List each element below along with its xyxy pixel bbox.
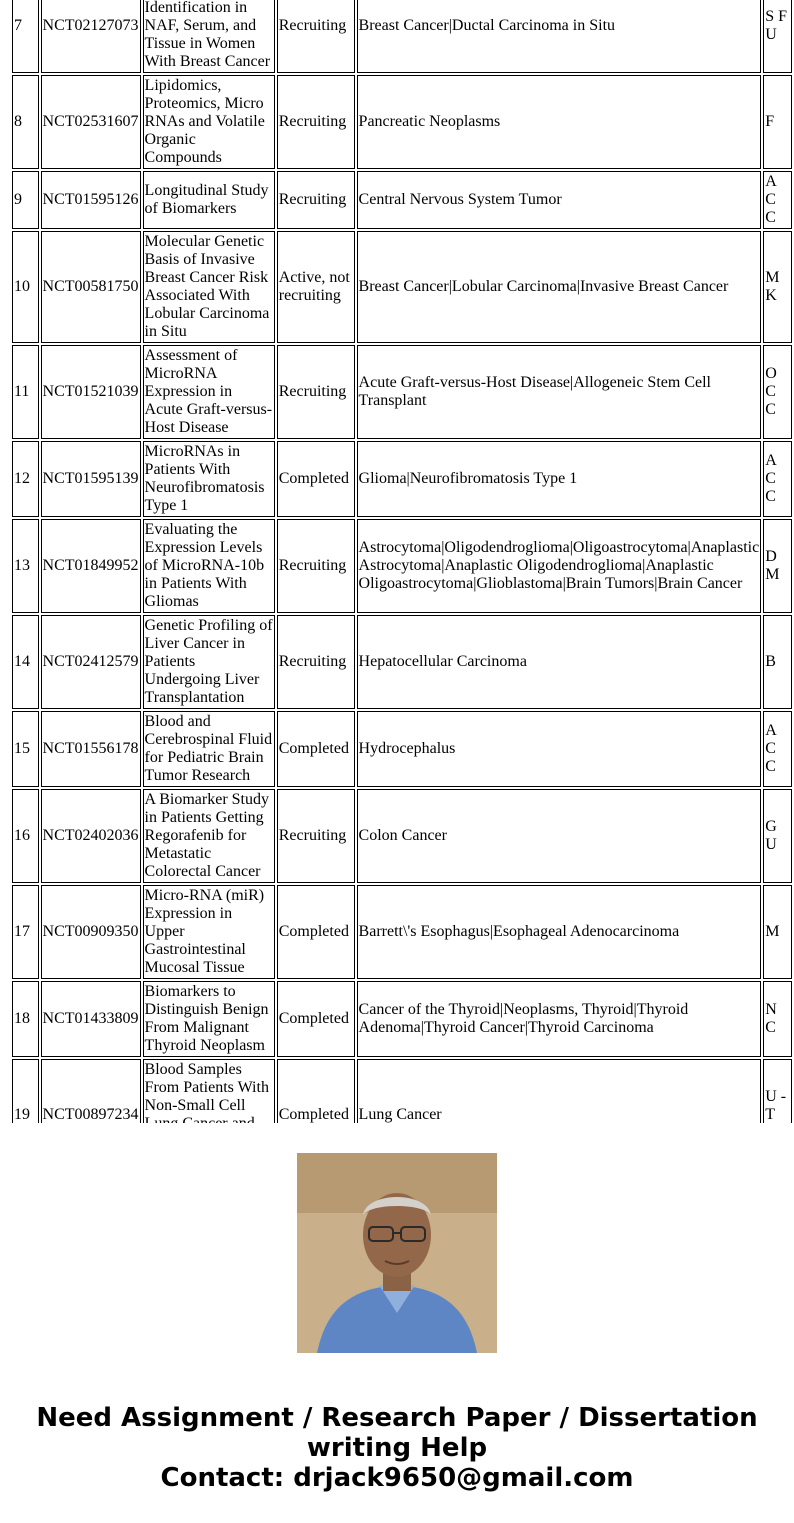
row-number-cell: 14 xyxy=(12,615,39,709)
table-row xyxy=(12,171,792,229)
row-number-cell: 10 xyxy=(12,231,39,343)
recruitment-status-cell: Recruiting xyxy=(277,171,355,229)
trials-table xyxy=(10,0,794,1269)
study-title-cell: MicroRNAs in Patients With Neurofibromatosis Type 1 xyxy=(143,441,275,517)
nct-id-cell: NCT01595139 xyxy=(41,441,141,517)
truncated-column-cell: S F U xyxy=(763,0,792,73)
truncated-column-cell: O C C xyxy=(763,345,792,439)
promo-line-2: writing Help xyxy=(306,1433,488,1463)
study-title-cell: Evaluating the Expression Levels of MicroRNA-10b in Patients With Gliomas xyxy=(143,519,275,613)
conditions-cell: Lung Cancer xyxy=(357,1059,762,1171)
promo-footer xyxy=(0,1123,794,1523)
conditions-cell: Central Nervous System Tumor xyxy=(357,171,762,229)
truncated-column-cell: A C C xyxy=(763,171,792,229)
truncated-column-cell: U - T xyxy=(763,1059,792,1171)
study-title-cell: Biomarkers to Distinguish Benign From Malignant Thyroid Neoplasm xyxy=(143,981,275,1057)
truncated-column-cell: M xyxy=(763,885,792,979)
truncated-column-cell: D M xyxy=(763,519,792,613)
table-row xyxy=(12,441,792,517)
conditions-cell: Breast Cancer|Ductal Carcinoma in Situ xyxy=(357,0,762,73)
conditions-cell: Colon Cancer xyxy=(357,789,762,883)
study-title-cell: Lipidomics, Proteomics, Micro RNAs and Volatile Organic Compounds xyxy=(143,75,275,169)
conditions-cell: Acute Graft-versus-Host Disease|Allogeneic Stem Cell Transplant xyxy=(357,345,762,439)
table-row xyxy=(12,981,792,1057)
trials-table-body xyxy=(12,0,792,1267)
promo-text xyxy=(0,1403,794,1493)
truncated-column-cell: M K xyxy=(763,231,792,343)
conditions-cell: Pancreatic Neoplasms xyxy=(357,75,762,169)
recruitment-status-cell: Recruiting xyxy=(277,789,355,883)
recruitment-status-cell: Completed xyxy=(277,885,355,979)
nct-id-cell: NCT01521039 xyxy=(41,345,141,439)
conditions-cell: Glioma|Neurofibromatosis Type 1 xyxy=(357,441,762,517)
table-row xyxy=(12,231,792,343)
nct-id-cell: NCT02127073 xyxy=(41,0,141,73)
nct-id-cell: NCT01595126 xyxy=(41,171,141,229)
recruitment-status-cell: Recruiting xyxy=(277,345,355,439)
row-number-cell: 16 xyxy=(12,789,39,883)
conditions-cell: Barrett\'s Esophagus|Esophageal Adenocarcinoma xyxy=(357,885,762,979)
table-row xyxy=(12,615,792,709)
nct-id-cell: NCT02531607 xyxy=(41,75,141,169)
recruitment-status-cell: Recruiting xyxy=(277,0,355,73)
study-title-cell: Assessment of MicroRNA Expression in Acute Graft-versus-Host Disease xyxy=(143,345,275,439)
truncated-column-cell: A C C xyxy=(763,441,792,517)
study-title-cell: Identification in NAF, Serum, and Tissue in Women With Breast Cancer xyxy=(143,0,275,73)
table-row xyxy=(12,519,792,613)
truncated-column-cell: A C C xyxy=(763,711,792,787)
recruitment-status-cell: Completed xyxy=(277,711,355,787)
study-title-cell: Genetic Profiling of Liver Cancer in Patients Undergoing Liver Transplantation xyxy=(143,615,275,709)
nct-id-cell: NCT01556178 xyxy=(41,711,141,787)
truncated-column-cell: N C xyxy=(763,981,792,1057)
table-row xyxy=(12,711,792,787)
table-row xyxy=(12,75,792,169)
recruitment-status-cell: Recruiting xyxy=(277,615,355,709)
row-number-cell: 11 xyxy=(12,345,39,439)
row-number-cell: 18 xyxy=(12,981,39,1057)
author-avatar xyxy=(297,1153,497,1353)
nct-id-cell: NCT02412579 xyxy=(41,615,141,709)
conditions-cell: Cancer of the Thyroid|Neoplasms, Thyroid|Thyroid Adenoma|Thyroid Cancer|Thyroid Carcinoma xyxy=(357,981,762,1057)
study-title-cell: A Biomarker Study in Patients Getting Regorafenib for Metastatic Colorectal Cancer xyxy=(143,789,275,883)
recruitment-status-cell: Completed xyxy=(277,1059,355,1171)
nct-id-cell: NCT00897234 xyxy=(41,1059,141,1171)
row-number-cell: 17 xyxy=(12,885,39,979)
table-row xyxy=(12,789,792,883)
table-row xyxy=(12,885,792,979)
row-number-cell: 15 xyxy=(12,711,39,787)
row-number-cell: 19 xyxy=(12,1059,39,1171)
row-number-cell: 13 xyxy=(12,519,39,613)
recruitment-status-cell: Recruiting xyxy=(277,519,355,613)
nct-id-cell: NCT00581750 xyxy=(41,231,141,343)
promo-line-1: Need Assignment / Research Paper / Dissertation xyxy=(36,1403,758,1433)
table-row xyxy=(12,0,792,73)
row-number-cell: 8 xyxy=(12,75,39,169)
nct-id-cell: NCT02402036 xyxy=(41,789,141,883)
study-title-cell: Longitudinal Study of Biomarkers xyxy=(143,171,275,229)
recruitment-status-cell: Recruiting xyxy=(277,75,355,169)
row-number-cell: 7 xyxy=(12,0,39,73)
study-title-cell: Blood and Cerebrospinal Fluid for Pediatric Brain Tumor Research xyxy=(143,711,275,787)
recruitment-status-cell: Completed xyxy=(277,981,355,1057)
study-title-cell: Blood Samples From Patients With Non-Small Cell xyxy=(143,1059,275,1171)
nct-id-cell: NCT00909350 xyxy=(41,885,141,979)
conditions-cell: Breast Cancer|Lobular Carcinoma|Invasive Breast Cancer xyxy=(357,231,762,343)
recruitment-status-cell: Completed xyxy=(277,441,355,517)
truncated-column-cell: G U xyxy=(763,789,792,883)
row-number-cell: 12 xyxy=(12,441,39,517)
table-row xyxy=(12,345,792,439)
nct-id-cell: NCT01433809 xyxy=(41,981,141,1057)
conditions-cell: Hydrocephalus xyxy=(357,711,762,787)
person-photo-icon xyxy=(297,1153,497,1353)
row-number-cell: 9 xyxy=(12,171,39,229)
study-title-cell: Micro-RNA (miR) Expression in Upper Gastrointestinal Mucosal Tissue xyxy=(143,885,275,979)
conditions-cell: Astrocytoma|Oligodendroglioma|Oligoastrocytoma|Anaplastic Astrocytoma|Anaplastic Oligodendroglioma|Anaplastic Oligoastrocytoma|Glioblastoma|Brain Tumors|Brain Cancer xyxy=(357,519,762,613)
truncated-column-cell: F xyxy=(763,75,792,169)
study-title-cell: Molecular Genetic Basis of Invasive Breast Cancer Risk Associated With Lobular Carcinoma in Situ xyxy=(143,231,275,343)
promo-contact-line: Contact: drjack9650@gmail.com xyxy=(160,1463,634,1493)
conditions-cell: Hepatocellular Carcinoma xyxy=(357,615,762,709)
recruitment-status-cell: Active, not recruiting xyxy=(277,231,355,343)
truncated-column-cell: B xyxy=(763,615,792,709)
nct-id-cell: NCT01849952 xyxy=(41,519,141,613)
